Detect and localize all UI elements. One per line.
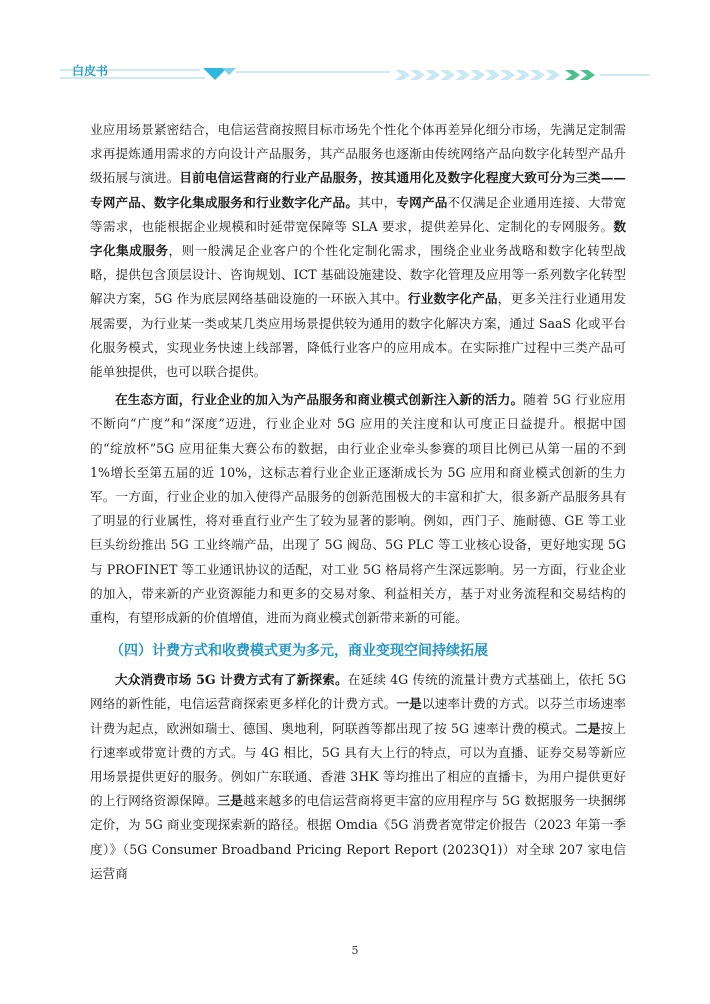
text-segment: 按上行速率或带宽计费的方式。与 4G 相比，5G 具有大上行的特点，可以为直播、证券交易等新应用场景提供更好的服务。例如广东联通、香港 3HK 等均推出了相应的直播卡，为用户提供更好的上行网络资源保障。 [90, 720, 627, 809]
text-segment: 不仅满足企业通用连接、大带宽等需求，也能根据企业规模和时延带宽保障等 SLA 要求，提供差异化、定制化的专网服务。 [90, 194, 627, 234]
text-segment: ，更多关注行业通用发展需要，为行业某一类或某几类应用场景提供较为通用的数字化解决方案，通过 SaaS 化或平台化服务模式，实现业务快速上线部署，降低行业客户的应用成本。在实际推广过程中三类产品可能单独提供，也可以联合提供。 [90, 291, 627, 380]
text-segment: 业应用场景紧密结合，电信运营商按照目标市场先个性化个体再差异化细分市场，先满足定制需求再提炼通用需求的方向设计产品服务，其产品服务也逐渐由传统网络产品向数字化转型产品升级拓展与演进。 [90, 122, 626, 186]
document-body [90, 118, 626, 886]
bold-text-segment: 三是 [217, 793, 243, 809]
header-label: 白皮书 [72, 64, 109, 78]
bold-text-segment: 行业数字化产品 [407, 291, 498, 307]
bold-text-segment: 大众消费市场 5G 计费方式有了新探索。 [115, 672, 348, 688]
text-segment: 随着 5G 行业应用不断向“广度”和“深度”迈进，行业企业对 5G 应用的关注度和认可度正日益提升。根据中国的“绽放杯”5G 应用征集大赛公布的数据，由行业企业牵头参赛的项目比例已从第一届的不到 1%增长至第五届的近 10%，这标志着行业企业正逐渐成长为 5G 应用和商业模式创新的生力军。一方面，行业企业的加入使得产品服务的创新范围极大的丰富和扩大，很多新产品服务具有了明显的行业属性，将对垂直行业产生了较为显著的影响。例如，西门子、施耐德、GE 等工业巨头纷纷推出 5G 工业终端产品，出现了 5G 阀岛、5G PLC 等工业核心设备，更好地实现 5G 与 PROFINET 等工业通讯协议的适配，对工业 5G 格局将产生深远影响。另一方面，行业企业的加入，带来新的产业资源能力和更多的交易对象、利益相关方，基于对业务流程和交易结构的重构，有望形成新的价值增值，进而为商业模式创新带来新的可能。 [90, 392, 626, 626]
paragraph-product-services [90, 118, 626, 384]
bold-text-segment: 专网产品 [396, 194, 448, 210]
bold-text-segment: 一是 [396, 696, 422, 712]
text-segment: 越来越多的电信运营商将更丰富的应用程序与 5G 数据服务一块捆绑定价，为 5G 商业变现探索新的路径。根据 Omdia《5G 消费者宽带定价报告（2023 年第一季度）》（5G Consumer Broadband Pricing Report Report (2023Q1)）对全球 207 家电信运营商 [90, 793, 627, 881]
section-title: （四）计费方式和收费模式更为多元，商业变现空间持续拓展 [110, 643, 488, 660]
text-segment: 在延续 4G 传统的流量计费方式基础上，依托 5G 网络的新性能，电信运营商探索更多样化的计费方式。 [90, 672, 627, 712]
paragraph-ecosystem [90, 388, 626, 630]
bold-text-segment: 在生态方面，行业企业的加入为产品服务和商业模式创新注入新的活力。 [115, 392, 524, 408]
page-number: 5 [351, 944, 359, 957]
text-segment: 其中， [358, 194, 397, 210]
bold-text-segment: 数字化集成服务 [90, 218, 626, 259]
page-header [0, 0, 710, 90]
bold-text-segment: 二是 [575, 720, 601, 736]
text-segment: ，则一般满足企业客户的个性化定制化需求，围绕企业业务战略和数字化转型战略，提供包含顶层设计、咨询规划、ICT 基础设施建设、数字化管理及应用等一系列数字化转型解决方案，5G 作为底层网络基础设施的一环嵌入其中。 [90, 243, 627, 307]
paragraph-consumer-billing [90, 668, 626, 886]
text-segment: 以速率计费的方式。以芬兰市场速率计费为起点，欧洲如瑞士、德国、奥地利，阿联酋等都出现了按 5G 速率计费的模式。 [90, 696, 627, 736]
bold-text-segment: 目前电信运营商的行业产品服务，按其通用化及数字化程度大致可分为三类——专网产品、数字化集成服务和行业数字化产品。 [90, 170, 627, 210]
